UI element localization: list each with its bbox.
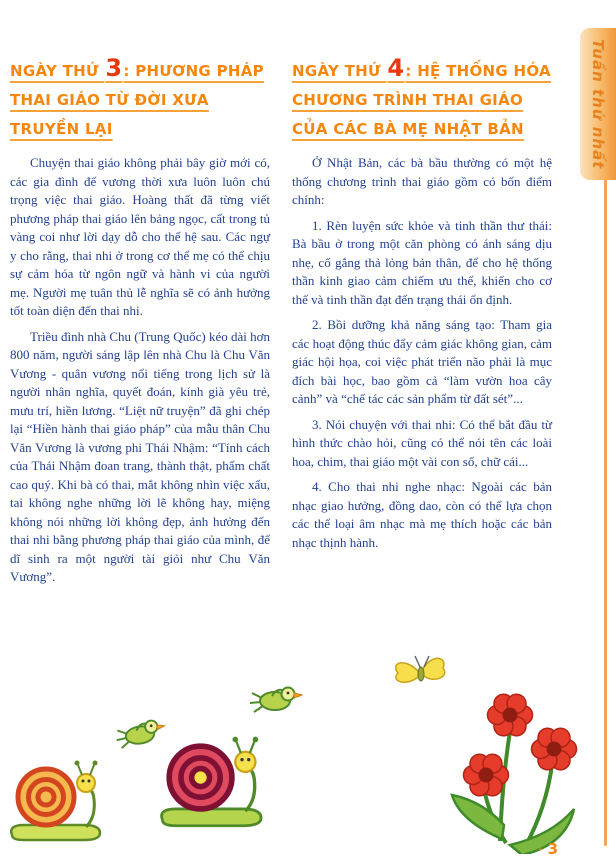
week-tab [580, 28, 616, 180]
paragraph: 3. Nói chuyện với thai nhi: Có thể bắt đầu từ hình thức chào hỏi, cũng có thể nói tên các loài hoa, chim, thai giáo một vài con số, chữ cái... [292, 416, 552, 469]
paragraph: 4. Cho thai nhi nghe nhạc: Ngoài các bản nhạc giao hưởng, đồng dao, còn có thể lựa chọn các thể loại âm nhạc mà mẹ thích hoặc các bản nhạc thịnh hành. [292, 479, 552, 550]
week-tab-label: Tuần thứ nhất [589, 38, 607, 170]
snail-icon [11, 761, 100, 841]
paragraph: Chuyện thai giáo không phải bây giờ mới có, các gia đình đế vương thời xưa luôn luôn chú trọng việc thai giáo. Hoàng thất đã từng viết phương pháp thai giáo lên bảng ngọc, cất trong tủ vàng coi như lời dạy dỗ cho thế hệ sau. Các ngự y cho rằng, thai nhi ở trong cơ thể mẹ có thể chịu sự cảm hóa từ ngôn ngữ và hành vi của người mẹ. Người mẹ tuân thủ lễ nghĩa sẽ có ảnh hưởng tốt toàn diện đến thai nhi. [10, 155, 270, 318]
day4-heading-prefix: NGÀY THỨ [292, 62, 387, 80]
day3-heading [10, 54, 270, 144]
right-column [292, 54, 552, 594]
snail-icon [162, 737, 261, 826]
page-content [10, 54, 552, 594]
paragraph: 1. Rèn luyện sức khỏe và tinh thần thư thái: Bà bầu ở trong một căn phòng có ánh sáng dịu nhẹ, cố gắng thả lỏng bản thân, để cho hệ thống thần kinh giao cảm chiếm ưu thế, khiến cho cơ thể và tinh thần đạt đến trạng thái ổn định. [292, 217, 552, 307]
page-number-value: 3 [547, 840, 558, 858]
flowers-icon [452, 694, 577, 854]
day3-heading-number: 3 [105, 54, 123, 82]
page-number-bullet: · [538, 842, 543, 856]
day4-heading-number: 4 [387, 54, 405, 82]
butterfly-icon [396, 656, 445, 682]
page-number [538, 840, 558, 858]
childrens-drawings [0, 639, 616, 854]
day3-heading-prefix: NGÀY THỨ [10, 62, 105, 80]
day3-heading-title: : PHƯƠNG PHÁP THAI GIÁO TỪ ĐỜI XƯA TRUYỀN LẠI [10, 62, 264, 138]
bird-icon [250, 688, 302, 713]
paragraph: 2. Bồi dưỡng khả năng sáng tạo: Tham gia các hoạt động thúc đẩy cảm giác không gian, cảm giác hội họa, coi việc phát triển não phải là mục đích bài học, bao gồm cả “làm vườn hoa cây cảnh” và “chế tác các sản phẩm từ đất sét”... [292, 317, 552, 406]
day4-heading [292, 54, 552, 144]
paragraph: Ở Nhật Bản, các bà bầu thường có một hệ thống chương trình thai giáo gồm có bốn điểm chính: [292, 155, 552, 207]
bird-icon [115, 719, 167, 749]
paragraph: Triều đình nhà Chu (Trung Quốc) kéo dài hơn 800 năm, người sáng lập lên nhà Chu là Chu Văn Vương - quân vương nổi tiếng trong lịch sử là người nhân nghĩa, quyết đoán, kính già yêu trẻ, mưu trí, hiền lương. “Liệt nữ truyện” đã ghi chép lại “Hiền hành thai giáo pháp” của mẫu thân Chu Văn Vương là vương phi Thái Nhậm: “Tính cách của Thái Nhậm đoan trang, thành thật, phẩm chất cao quý. Khi bà có thai, mắt không nhìn việc xấu, tai không nghe những lời lẽ không hay, miệng không nói những lời không đẹp, ảnh hưởng đến thai nhi bằng phương pháp thai giáo của mình, để dĩ sinh ra một người tài giỏi như Chu Văn Vương”. [10, 328, 270, 584]
day4-heading-title: : HỆ THỐNG HÓA CHƯƠNG TRÌNH THAI GIÁO CỦA CÁC BÀ MẸ NHẬT BẢN [292, 62, 551, 138]
left-column [10, 54, 270, 594]
